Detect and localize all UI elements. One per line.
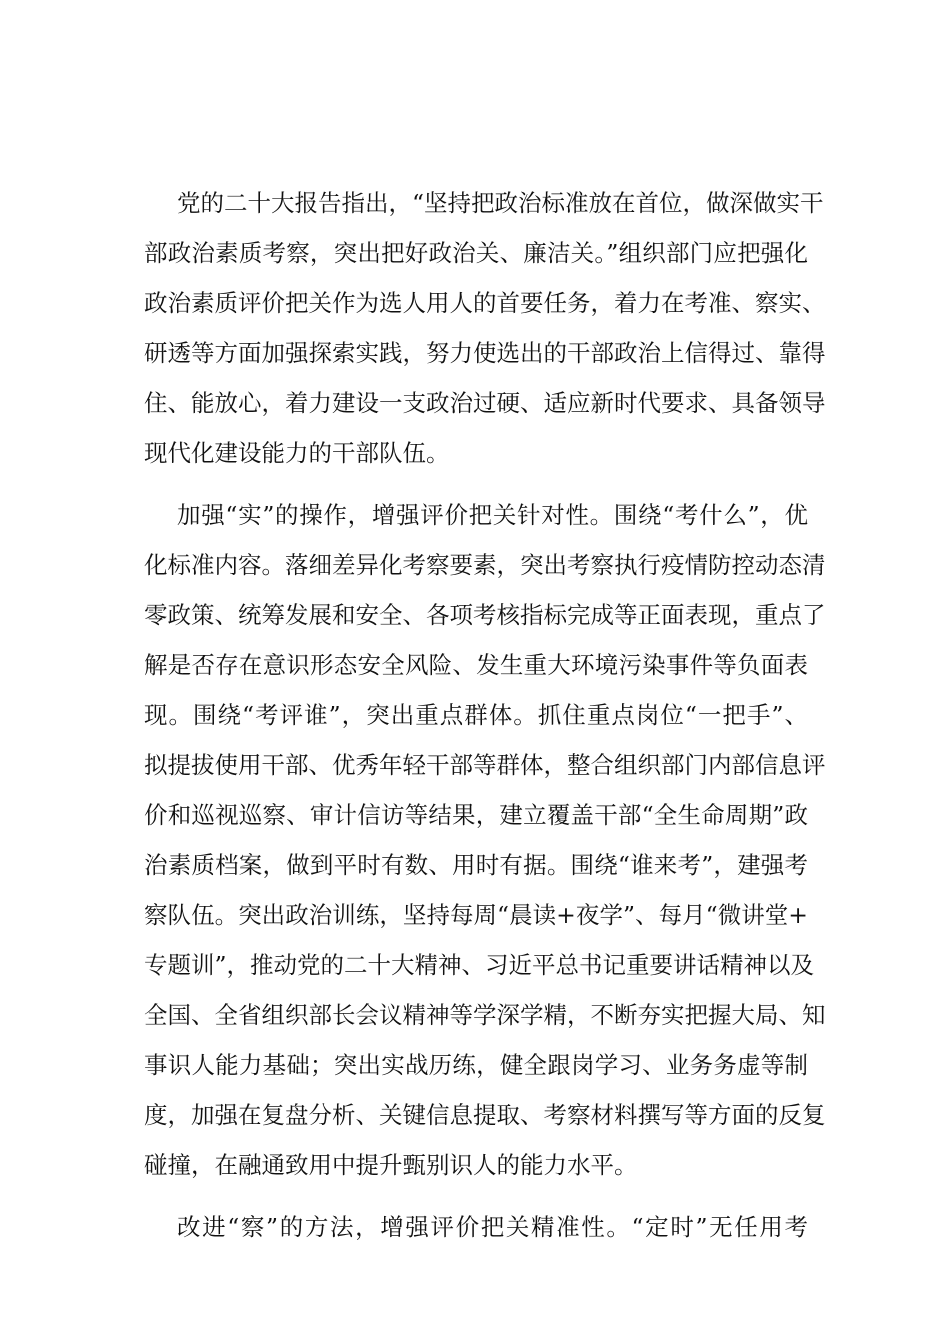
paragraph-line: 现。围绕“考评谁”，突出重点群体。抓住重点岗位“一把手”、 bbox=[144, 701, 808, 729]
paragraph-line: 现代化建设能力的干部队伍。 bbox=[144, 439, 450, 467]
paragraph-line: 改进“察”的方法，增强评价把关精准性。“定时”无任用考 bbox=[177, 1213, 808, 1241]
paragraph-line: 住、能放心，着力建设一支政治过硬、适应新时代要求、具备领导 bbox=[144, 389, 826, 417]
paragraph-line: 事识人能力基础；突出实战历练，健全跟岗学习、业务务虚等制 bbox=[144, 1051, 808, 1079]
paragraph-line: 治素质档案，做到平时有数、用时有据。围绕“谁来考”，建强考 bbox=[144, 851, 808, 879]
paragraph-2 bbox=[144, 490, 826, 1190]
paragraph-line: 碰撞，在融通致用中提升甄别识人的能力水平。 bbox=[144, 1151, 638, 1179]
paragraph-line: 解是否存在意识形态安全风险、发生重大环境污染事件等负面表 bbox=[144, 651, 808, 679]
paragraph-line: 化标准内容。落细差异化考察要素，突出考察执行疫情防控动态清 bbox=[144, 551, 826, 579]
paragraph-line: 零政策、统筹发展和安全、各项考核指标完成等正面表现，重点了 bbox=[144, 601, 826, 629]
paragraph-line: 察队伍。突出政治训练，坚持每周“晨读+夜学”、每月“微讲堂+ bbox=[144, 901, 808, 929]
paragraph-line: 党的二十大报告指出，“坚持把政治标准放在首位，做深做实干 bbox=[177, 189, 824, 217]
document-body bbox=[144, 178, 826, 1252]
paragraph-line: 加强“实”的操作，增强评价把关针对性。围绕“考什么”，优 bbox=[177, 501, 808, 529]
paragraph-spacing bbox=[144, 1190, 808, 1202]
paragraph-line: 拟提拔使用干部、优秀年轻干部等群体，整合组织部门内部信息评 bbox=[144, 751, 826, 779]
paragraph-line: 全国、全省组织部长会议精神等学深学精，不断夯实把握大局、知 bbox=[144, 1001, 826, 1029]
paragraph-3 bbox=[144, 1202, 808, 1252]
paragraph-line: 研透等方面加强探索实践，努力使选出的干部政治上信得过、靠得 bbox=[144, 339, 826, 367]
paragraph-line: 政治素质评价把关作为选人用人的首要任务，着力在考准、察实、 bbox=[144, 289, 826, 317]
paragraph-line: 部政治素质考察，突出把好政治关、廉洁关。”组织部门应把强化 bbox=[144, 239, 808, 267]
paragraph-1 bbox=[144, 178, 826, 478]
paragraph-spacing bbox=[144, 478, 808, 490]
paragraph-line: 度，加强在复盘分析、关键信息提取、考察材料撰写等方面的反复 bbox=[144, 1101, 826, 1129]
paragraph-line: 专题训”，推动党的二十大精神、习近平总书记重要讲话精神以及 bbox=[144, 951, 815, 979]
paragraph-line: 价和巡视巡察、审计信访等结果，建立覆盖干部“全生命周期”政 bbox=[144, 801, 808, 829]
